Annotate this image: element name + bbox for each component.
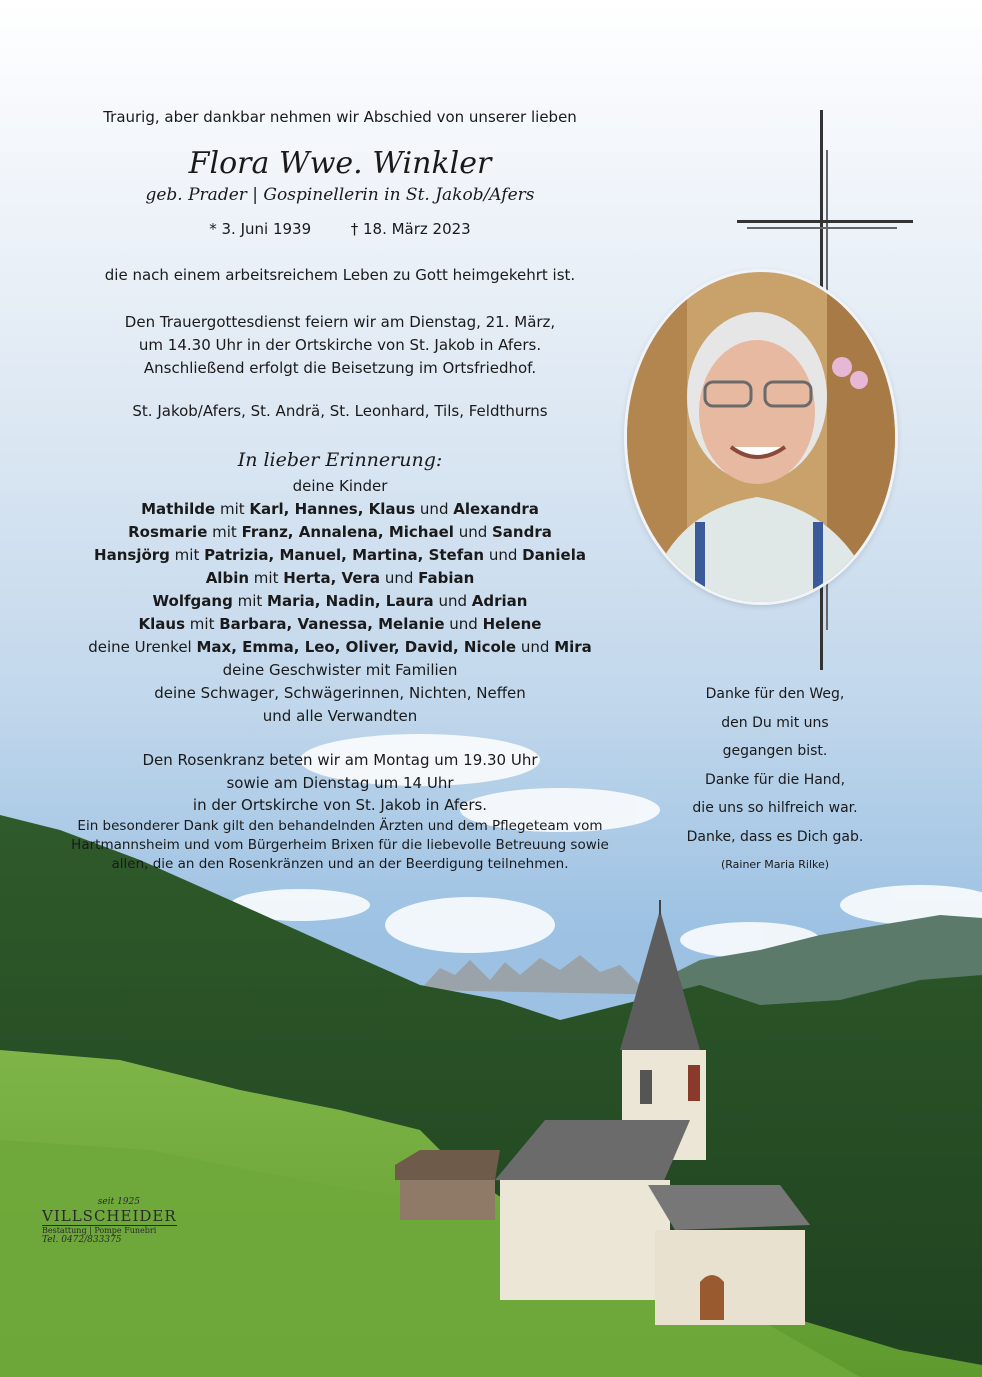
family-line: Mathilde mit Karl, Hannes, Klaus und Alexandra xyxy=(141,500,539,518)
poem-line: gegangen bist. xyxy=(722,743,828,759)
logo-brand: VILLSCHEIDER xyxy=(42,1207,177,1225)
family-line: Klaus mit Barbara, Vanessa, Melanie und Helene xyxy=(138,615,542,633)
rosary-line: in der Ortskirche von St. Jakob in Afers. xyxy=(192,796,488,814)
birth-date: * 3. Juni 1939 xyxy=(209,220,312,238)
thanks-line: allen, die an den Rosenkränzen und an der Beerdigung teilnehmen. xyxy=(111,856,569,872)
places: St. Jakob/Afers, St. Andrä, St. Leonhard, Tils, Feldthurns xyxy=(132,402,548,420)
family-line: Hansjörg mit Patrizia, Manuel, Martina, Stefan und Daniela xyxy=(94,546,586,564)
children-intro: deine Kinder xyxy=(292,477,388,495)
poem-line: Danke für den Weg, xyxy=(705,686,845,702)
thanks-text xyxy=(60,817,620,874)
poem-author: (Rainer Maria Rilke) xyxy=(720,858,830,871)
poem-line: den Du mit uns xyxy=(721,714,829,731)
rosary-line: sowie am Dienstag um 14 Uhr xyxy=(226,773,454,792)
greatgrandchildren-line: deine Urenkel Max, Emma, Leo, Oliver, David, Nicole und Mira xyxy=(88,638,592,656)
family-line: Wolfgang mit Maria, Nadin, Laura und Adrian xyxy=(152,592,528,610)
logo-since: seit 1925 xyxy=(97,1197,140,1207)
thanks-line: Hartmannsheim und vom Bürgerheim Brixen für die liebevolle Betreuung sowie xyxy=(71,837,609,853)
service-line: Anschließend erfolgt die Beisetzung im Ortsfriedhof. xyxy=(143,359,537,377)
service-info xyxy=(60,311,620,380)
family-line: Albin mit Herta, Vera und Fabian xyxy=(205,569,475,587)
family-list xyxy=(60,475,620,728)
death-date: † 18. März 2023 xyxy=(350,220,471,238)
poem-line: Danke, dass es Dich gab. xyxy=(686,828,864,845)
rosary-info xyxy=(60,749,620,817)
family-line: Rosmarie mit Franz, Annalena, Michael und Sandra xyxy=(128,523,552,541)
portrait-illustration xyxy=(627,272,895,602)
poem xyxy=(660,680,890,880)
family-line: und alle Verwandten xyxy=(262,707,418,725)
poem-line: Danke für die Hand, xyxy=(704,771,846,788)
rosary-line: Den Rosenkranz beten wir am Montag um 19.30 Uhr xyxy=(142,751,538,769)
service-line: um 14.30 Uhr in der Ortskirche von St. Jakob in Afers. xyxy=(138,336,542,354)
funeral-home-logo xyxy=(42,1197,182,1245)
service-line: Den Trauergottesdienst feiern wir am Dienstag, 21. März, xyxy=(124,313,556,331)
poem-line: die uns so hilfreich war. xyxy=(692,800,858,816)
intro-text: Traurig, aber dankbar nehmen wir Abschied von unserer lieben xyxy=(103,108,577,126)
memory-heading: In lieber Erinnerung: xyxy=(237,449,443,471)
logo-phone: Tel. 0472/833375 xyxy=(42,1235,122,1245)
portrait-photo xyxy=(627,272,895,602)
family-line: deine Schwager, Schwägerinnen, Nichten, Neffen xyxy=(154,684,526,702)
deceased-name: Flora Wwe. Winkler xyxy=(188,146,492,181)
logo-subtitle: Bestattung | Pompe Funebri xyxy=(42,1226,157,1235)
subtitle: geb. Prader | Gospinellerin in St. Jakob/Afers xyxy=(145,185,535,205)
thanks-line: Ein besonderer Dank gilt den behandelnden Ärzten und dem Pflegeteam vom xyxy=(77,818,603,834)
family-line: deine Geschwister mit Familien xyxy=(222,661,458,679)
life-dates xyxy=(60,218,620,241)
life-line: die nach einem arbeitsreichem Leben zu Gott heimgekehrt ist. xyxy=(104,266,576,284)
